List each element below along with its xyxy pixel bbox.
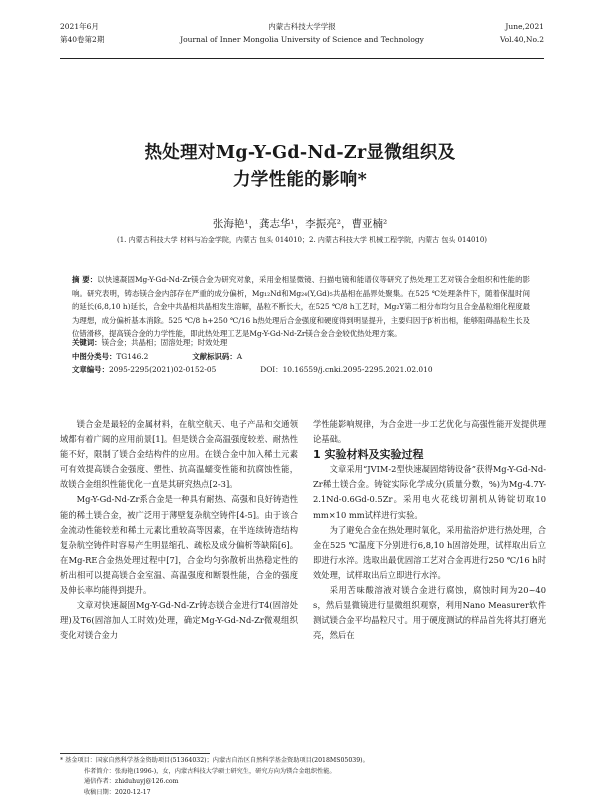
- footnotes: [60, 756, 544, 798]
- keywords: [72, 336, 530, 350]
- article-no-label: 文章编号：: [72, 365, 109, 374]
- article-no-value: 2095-2295(2021)02-0152-05: [109, 365, 216, 374]
- article-metadata: [72, 336, 530, 377]
- article-title: [0, 140, 600, 194]
- clc-code: [72, 350, 148, 364]
- header-volume-cn: 第40卷第2期: [60, 33, 104, 46]
- body-paragraph: 为了避免合金在热处理时氧化，采用盐浴炉进行热处理，合金在525 ℃温度下分别进行6,8,10 h固溶处理，试样取出后立即进行水淬。选取出最优固溶工艺对合金再进行250 ℃/16 h时效处理，试样取出后立即进行水淬。: [313, 523, 546, 583]
- body-paragraph: 采用苦味酸溶液对镁合金进行腐蚀，腐蚀时间为20~40 s，然后显微镜进行显微组织观察，利用Nano Measurer软件测试镁合金平均晶粒尺寸。用于硬度测试的样品首先将其打磨光亮，然后在: [313, 583, 546, 643]
- article-number: [72, 363, 216, 377]
- body-left-column: [60, 417, 298, 643]
- header-divider: [60, 58, 544, 59]
- footnote-divider: [60, 753, 210, 754]
- doi: DOI：10.16559/j.cnki.2095-2295.2021.02.010: [260, 363, 432, 377]
- clc-label: 中图分类号：: [72, 352, 116, 361]
- clc-value: TG146.2: [116, 352, 148, 361]
- body-paragraph: 镁合金是最轻的金属材料，在航空航天、电子产品和交通领域都有着广阔的应用前景[1]。但是镁合金高温强度较差、耐热性能不好，限制了镁合金结构件的应用。在镁合金中加入稀土元素可有效提高镁合金强度、塑性、抗高温蠕变性能和抗腐蚀性能，故镁合金组织性能优化一直是其研究热点[2-3]。: [60, 417, 298, 492]
- header-journal: [60, 20, 544, 46]
- document-code: [192, 350, 242, 364]
- footnote-correspondence: 通信作者：zhiduhuyj@126.com: [60, 777, 544, 788]
- article-number-line: [72, 363, 530, 377]
- classification-line: [72, 350, 530, 364]
- section-heading: 1 实验材料及实验过程: [313, 447, 546, 462]
- author-affiliation: (1. 内蒙古科技大学 材料与冶金学院，内蒙古 包头 014010；2. 内蒙古科技大学 机械工程学院，内蒙古 包头 014010): [60, 235, 544, 245]
- header-date-cn: 2021年6月: [60, 20, 104, 33]
- journal-name-cn: 内蒙古科技大学学报: [60, 20, 544, 33]
- running-header: [60, 20, 544, 60]
- title-line-2: 力学性能的影响*: [0, 167, 600, 194]
- footnote-fund: * 基金项目：国家自然科学基金资助项目(51364032)；内蒙古自治区自然科学基金资助项目(2018MS05039)。: [60, 756, 544, 767]
- header-volume-en: Vol.40,No.2: [500, 33, 544, 46]
- header-date-en: June,2021: [500, 20, 544, 33]
- abstract: [72, 273, 530, 341]
- doc-code-label: 文献标识码：: [192, 352, 236, 361]
- journal-name-en: Journal of Inner Mongolia University of Science and Technology: [60, 33, 544, 46]
- footnote-author: 作者简介：张海艳(1996-)，女，内蒙古科技大学硕士研究生，研究方向为镁合金组织性能。: [60, 767, 544, 778]
- abstract-text: 以快速凝固Mg-Y-Gd-Nd-Zr镁合金为研究对象，采用金相显微镜、扫描电镜和能谱仪等研究了热处理工艺对镁合金组织和性能的影响。研究表明，铸态镁合金内部存在严重的成分偏析，Mg₁₂Nd和Mg₂₄(Y,Gd)₅共晶相在晶界处聚集。在525 ℃处理条件下，随着保温时间的延长(6,8,10 h)延长，合金中共晶相共晶相发生溶解，晶粒不断长大，在525 ℃/8 h工艺时，Mg₂Y第二相分布均匀且合金晶粒细化程度最为理想，成分偏析基本消除。525 ℃/8 h+250 ℃/16 h热处理后合金强度和硬度得到明显提升，主要归因于β′析出相，能够阻碍晶粒生长及位错滑移，提高镁合金的力学性能，即此热处理工艺是Mg-Y-Gd-Nd-Zr镁合金合金较优热处理方案。: [72, 275, 530, 338]
- body-paragraph: 学性能影响规律，为合金进一步工艺优化与高强性能开发提供理论基础。: [313, 417, 546, 447]
- title-line-1: 热处理对Mg-Y-Gd-Nd-Zr显微组织及: [0, 140, 600, 167]
- footnote-received: 收稿日期：2020-12-17: [60, 788, 544, 798]
- header-issue-en: [500, 20, 544, 46]
- body-right-column: [313, 417, 546, 643]
- author-list: 张海艳¹，龚志华¹，李振亮²，曹亚楠²: [0, 216, 600, 231]
- abstract-label: 摘 要：: [72, 275, 97, 284]
- keywords-text: 镁合金；共晶相；固溶处理；时效处理: [102, 338, 228, 347]
- keywords-label: 关键词：: [72, 338, 102, 347]
- body-paragraph: 文章对快速凝固Mg-Y-Gd-Nd-Zr铸态镁合金进行T4(固溶处理)及T6(固溶加人工时效)处理，确定Mg-Y-Gd-Nd-Zr微观组织变化对镁合金力: [60, 598, 298, 643]
- body-paragraph: Mg-Y-Gd-Nd-Zr系合金是一种具有耐热、高强和良好铸造性能的稀土镁合金，被广泛用于薄壁复杂航空铸件[4-5]。由于该合金流动性能较差和稀土元素比重较高等因素，在半连续铸造结构复杂航空铸件时容易产生明显缩孔、疏松及成分偏析等缺陷[6]。在Mg-RE合金热处理过程中[7]，合金均匀弥散析出热稳定性的析出相可以提高镁合金室温、高温强度和断裂性能，合金的强度及伸长率均能得到提升。: [60, 492, 298, 598]
- body-paragraph: 文章采用“JVIM-2型快速凝固熔铸设备”获得Mg-Y-Gd-Nd-Zr稀土镁合金。铸锭实际化学成分(质量分数，%)为Mg-4.7Y-2.1Nd-0.6Gd-0.5Zr。采用电火花线切割机从铸锭切取10 mm×10 mm试样进行实验。: [313, 462, 546, 522]
- doc-code-value: A: [237, 352, 242, 361]
